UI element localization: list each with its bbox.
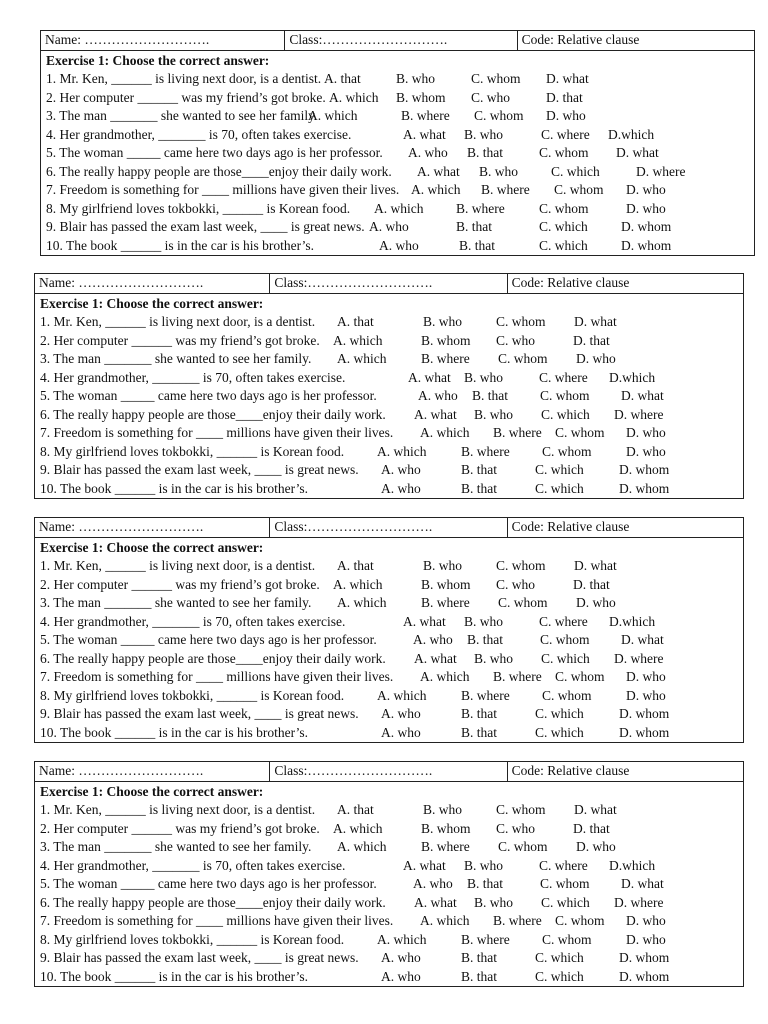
worksheet-copy xyxy=(34,517,744,743)
option-a[interactable]: A. which xyxy=(337,351,387,366)
option-b[interactable]: B. where xyxy=(461,443,510,459)
option-c[interactable]: C. whom xyxy=(540,388,590,403)
name-field: Name: ………………………. xyxy=(35,762,270,781)
option-d[interactable]: D. that xyxy=(573,332,610,348)
option-a[interactable]: A. who xyxy=(381,480,421,496)
question-row xyxy=(40,424,739,443)
option-a[interactable]: A. who xyxy=(381,950,421,965)
option-a[interactable]: A. who xyxy=(381,968,421,984)
worksheet-copy xyxy=(34,273,744,499)
option-a[interactable]: A. who xyxy=(381,462,421,477)
question-row xyxy=(46,126,750,145)
question-text: 2. Her computer ______ was my friend’s got broke. xyxy=(40,576,320,592)
option-c[interactable]: C. whom xyxy=(496,314,546,329)
option-c[interactable]: C. where xyxy=(541,126,590,142)
question-row xyxy=(40,461,739,480)
option-d[interactable]: D. what xyxy=(574,314,617,329)
option-d[interactable]: D. who xyxy=(626,443,666,459)
option-c[interactable]: C. whom xyxy=(498,839,548,854)
question-row xyxy=(40,724,739,743)
option-a[interactable]: A. who xyxy=(381,724,421,740)
option-b[interactable]: B. where xyxy=(461,931,510,947)
question-row xyxy=(40,931,739,950)
question-row xyxy=(40,387,739,406)
option-d[interactable]: D. who xyxy=(546,108,586,123)
option-d[interactable]: D. who xyxy=(626,200,666,216)
question-list xyxy=(40,313,739,498)
option-c[interactable]: C. which xyxy=(551,163,600,179)
option-b[interactable]: B. whom xyxy=(396,89,446,105)
question-text: 2. Her computer ______ was my friend’s got broke. xyxy=(46,89,326,105)
option-c[interactable]: C. whom xyxy=(555,425,605,440)
option-d[interactable]: D. what xyxy=(546,71,589,86)
option-b[interactable]: B. that xyxy=(472,388,508,403)
question-text: 7. Freedom is something for ____ millions have given their lives. xyxy=(46,182,400,197)
option-c[interactable]: C. which xyxy=(535,480,584,496)
option-a[interactable]: A. what xyxy=(408,369,451,385)
question-text: 5. The woman _____ came here two days ago is her professor. xyxy=(40,388,377,403)
question-text: 9. Blair has passed the exam last week, ____ is great news. xyxy=(40,706,359,721)
question-row xyxy=(40,949,739,968)
option-c[interactable]: C. whom xyxy=(539,145,589,160)
option-c[interactable]: C. whom xyxy=(555,913,605,928)
question-row xyxy=(40,968,739,987)
option-d[interactable]: D. who xyxy=(626,687,666,703)
option-a[interactable]: A. who xyxy=(369,219,409,234)
option-a[interactable]: A. who xyxy=(418,388,458,403)
option-c[interactable]: C. who xyxy=(496,820,536,836)
option-b[interactable]: B. where xyxy=(493,425,542,440)
question-text: 9. Blair has passed the exam last week, ____ is great news. xyxy=(40,462,359,477)
option-a[interactable]: A. what xyxy=(414,894,457,910)
option-d[interactable]: D. what xyxy=(621,876,664,891)
option-b[interactable]: B. who xyxy=(474,406,514,422)
option-a[interactable]: A. which xyxy=(308,108,358,123)
option-a[interactable]: A. which xyxy=(333,332,383,348)
option-a[interactable]: A. what xyxy=(414,406,457,422)
question-list xyxy=(40,557,739,742)
question-row xyxy=(46,89,750,108)
option-b[interactable]: B. whom xyxy=(421,576,471,592)
option-c[interactable]: C. whom xyxy=(539,200,589,216)
question-text: 7. Freedom is something for ____ millions have given their lives. xyxy=(40,425,394,440)
option-c[interactable]: C. whom xyxy=(542,687,592,703)
question-text: 8. My girlfriend loves tokbokki, ______ is Korean food. xyxy=(40,931,345,947)
option-a[interactable]: A. which xyxy=(420,913,470,928)
option-d[interactable]: D. where xyxy=(636,163,686,179)
option-c[interactable]: C. whom xyxy=(554,182,604,197)
option-b[interactable]: B. who xyxy=(464,857,504,873)
question-row xyxy=(40,650,739,669)
option-d[interactable]: D. that xyxy=(573,576,610,592)
option-a[interactable]: A. which xyxy=(337,839,387,854)
question-row xyxy=(46,237,750,256)
question-text: 3. The man _______ she wanted to see her family. xyxy=(40,351,312,366)
option-d[interactable]: D. whom xyxy=(619,706,670,721)
option-d[interactable]: D. whom xyxy=(619,724,670,740)
option-a[interactable]: A. what xyxy=(403,613,446,629)
class-field: Class:………………………. xyxy=(270,762,507,781)
option-a[interactable]: A. what xyxy=(414,650,457,666)
option-b[interactable]: B. where xyxy=(493,913,542,928)
question-row xyxy=(46,163,750,182)
option-a[interactable]: A. who xyxy=(379,237,419,253)
option-c[interactable]: C. which xyxy=(535,968,584,984)
question-text: 1. Mr. Ken, ______ is living next door, is a dentist. xyxy=(40,314,316,329)
option-d[interactable]: D.which xyxy=(609,369,656,385)
option-d[interactable]: D. whom xyxy=(619,480,670,496)
option-c[interactable]: C. which xyxy=(541,406,590,422)
question-row xyxy=(40,857,739,876)
option-a[interactable]: A. which xyxy=(411,182,461,197)
name-field: Name: ………………………. xyxy=(35,274,270,293)
option-c[interactable]: C. which xyxy=(541,650,590,666)
option-a[interactable]: A. which xyxy=(377,443,427,459)
option-d[interactable]: D. who xyxy=(626,669,666,684)
option-d[interactable]: D. who xyxy=(626,931,666,947)
option-b[interactable]: B. that xyxy=(461,462,497,477)
question-text: 1. Mr. Ken, ______ is living next door, is a dentist. xyxy=(40,802,316,817)
exercise-title: Exercise 1: Choose the correct answer: xyxy=(46,53,270,68)
question-row xyxy=(40,350,739,369)
option-c[interactable]: C. which xyxy=(535,950,584,965)
option-c[interactable]: C. where xyxy=(539,857,588,873)
header-row xyxy=(35,518,743,538)
option-a[interactable]: A. which xyxy=(420,669,470,684)
option-a[interactable]: A. which xyxy=(337,595,387,610)
option-d[interactable]: D. who xyxy=(576,839,616,854)
question-list xyxy=(46,70,750,255)
question-text: 2. Her computer ______ was my friend’s got broke. xyxy=(40,820,320,836)
option-a[interactable]: A. which xyxy=(377,687,427,703)
question-row xyxy=(46,218,750,237)
question-text: 2. Her computer ______ was my friend’s got broke. xyxy=(40,332,320,348)
option-b[interactable]: B. who xyxy=(474,650,514,666)
option-b[interactable]: B. that xyxy=(459,237,495,253)
option-d[interactable]: D. where xyxy=(614,894,664,910)
option-b[interactable]: B. who xyxy=(464,613,504,629)
option-b[interactable]: B. who xyxy=(423,558,463,573)
option-b[interactable]: B. where xyxy=(493,669,542,684)
option-a[interactable]: A. that xyxy=(337,558,374,573)
question-list xyxy=(40,801,739,986)
option-d[interactable]: D. where xyxy=(614,650,664,666)
option-c[interactable]: C. who xyxy=(496,332,536,348)
option-b[interactable]: B. where xyxy=(481,182,530,197)
header-row xyxy=(35,274,743,294)
question-text: 3. The man _______ she wanted to see her family. xyxy=(40,595,312,610)
option-a[interactable]: A. that xyxy=(324,71,361,86)
option-c[interactable]: C. whom xyxy=(496,802,546,817)
option-c[interactable]: C. whom xyxy=(471,71,521,86)
question-row xyxy=(40,613,739,632)
option-b[interactable]: B. where xyxy=(461,687,510,703)
option-c[interactable]: C. whom xyxy=(540,876,590,891)
option-b[interactable]: B. that xyxy=(467,876,503,891)
exercise-title: Exercise 1: Choose the correct answer: xyxy=(40,540,264,555)
option-a[interactable]: A. that xyxy=(337,802,374,817)
option-d[interactable]: D. whom xyxy=(621,219,672,234)
class-field: Class:………………………. xyxy=(270,518,507,537)
question-text: 7. Freedom is something for ____ millions have given their lives. xyxy=(40,913,394,928)
question-row xyxy=(40,687,739,706)
option-b[interactable]: B. where xyxy=(421,595,470,610)
question-row xyxy=(40,369,739,388)
question-row xyxy=(40,631,739,650)
option-d[interactable]: D. what xyxy=(621,388,664,403)
name-field: Name: ………………………. xyxy=(41,31,285,50)
question-text: 10. The book ______ is in the car is his brother’s. xyxy=(40,724,308,740)
option-a[interactable]: A. which xyxy=(329,89,379,105)
exercise-title: Exercise 1: Choose the correct answer: xyxy=(40,296,264,311)
question-row xyxy=(40,875,739,894)
option-d[interactable]: D. that xyxy=(546,89,583,105)
question-text: 6. The really happy people are those____enjoy their daily work. xyxy=(40,894,386,910)
question-text: 4. Her grandmother, _______ is 70, often takes exercise. xyxy=(40,369,346,385)
option-d[interactable]: D. what xyxy=(621,632,664,647)
option-c[interactable]: C. which xyxy=(539,237,588,253)
option-d[interactable]: D.which xyxy=(609,613,656,629)
question-row xyxy=(40,557,739,576)
option-a[interactable]: A. who xyxy=(408,145,448,160)
option-a[interactable]: A. which xyxy=(374,200,424,216)
option-a[interactable]: A. who xyxy=(413,876,453,891)
class-field: Class:………………………. xyxy=(285,31,517,50)
question-row xyxy=(46,181,750,200)
option-b[interactable]: B. who xyxy=(423,802,463,817)
question-text: 6. The really happy people are those____enjoy their daily work. xyxy=(40,406,386,422)
option-d[interactable]: D. whom xyxy=(619,462,670,477)
worksheet-copy xyxy=(34,761,744,987)
option-c[interactable]: C. whom xyxy=(496,558,546,573)
question-row xyxy=(40,801,739,820)
option-b[interactable]: B. that xyxy=(456,219,492,234)
question-text: 8. My girlfriend loves tokbokki, ______ is Korean food. xyxy=(46,200,351,216)
option-c[interactable]: C. who xyxy=(471,89,511,105)
option-c[interactable]: C. who xyxy=(496,576,536,592)
question-text: 1. Mr. Ken, ______ is living next door, is a dentist. xyxy=(46,71,322,86)
option-b[interactable]: B. who xyxy=(479,163,519,179)
question-row xyxy=(40,838,739,857)
question-row xyxy=(40,820,739,839)
option-b[interactable]: B. who xyxy=(396,71,436,86)
option-d[interactable]: D. who xyxy=(626,425,666,440)
option-b[interactable]: B. that xyxy=(461,968,497,984)
question-row xyxy=(40,594,739,613)
option-b[interactable]: B. who xyxy=(474,894,514,910)
option-a[interactable]: A. who xyxy=(381,706,421,721)
question-row xyxy=(46,70,750,89)
option-d[interactable]: D. who xyxy=(626,182,666,197)
option-c[interactable]: C. whom xyxy=(540,632,590,647)
question-text: 9. Blair has passed the exam last week, ____ is great news. xyxy=(46,219,365,234)
code-field: Code: Relative clause xyxy=(511,275,630,290)
option-d[interactable]: D. whom xyxy=(621,237,672,253)
option-b[interactable]: B. who xyxy=(423,314,463,329)
option-d[interactable]: D. that xyxy=(573,820,610,836)
question-row xyxy=(46,200,750,219)
option-b[interactable]: B. who xyxy=(464,126,504,142)
option-d[interactable]: D.which xyxy=(609,857,656,873)
question-row xyxy=(46,144,750,163)
question-row xyxy=(40,313,739,332)
question-text: 10. The book ______ is in the car is his brother’s. xyxy=(40,968,308,984)
option-d[interactable]: D. whom xyxy=(619,968,670,984)
option-d[interactable]: D. what xyxy=(574,558,617,573)
exercise-body xyxy=(35,294,743,498)
question-text: 8. My girlfriend loves tokbokki, ______ is Korean food. xyxy=(40,443,345,459)
exercise-title: Exercise 1: Choose the correct answer: xyxy=(40,784,264,799)
question-text: 3. The man _______ she wanted to see her family. xyxy=(40,839,312,854)
question-row xyxy=(40,894,739,913)
option-b[interactable]: B. where xyxy=(456,200,505,216)
question-text: 5. The woman _____ came here two days ago is her professor. xyxy=(46,145,383,160)
option-d[interactable]: D. what xyxy=(574,802,617,817)
question-row xyxy=(40,332,739,351)
code-field: Code: Relative clause xyxy=(511,519,630,534)
option-a[interactable]: A. which xyxy=(333,576,383,592)
option-a[interactable]: A. who xyxy=(413,632,453,647)
question-row xyxy=(46,107,750,126)
question-row xyxy=(40,406,739,425)
worksheet-copy xyxy=(40,30,755,256)
option-d[interactable]: D. where xyxy=(614,406,664,422)
question-text: 5. The woman _____ came here two days ago is her professor. xyxy=(40,876,377,891)
question-row xyxy=(40,668,739,687)
header-row xyxy=(35,762,743,782)
option-b[interactable]: B. that xyxy=(461,480,497,496)
option-c[interactable]: C. whom xyxy=(555,669,605,684)
option-b[interactable]: B. that xyxy=(461,950,497,965)
name-field: Name: ………………………. xyxy=(35,518,270,537)
option-a[interactable]: A. which xyxy=(333,820,383,836)
code-field: Code: Relative clause xyxy=(511,763,630,778)
option-b[interactable]: B. where xyxy=(421,351,470,366)
question-text: 7. Freedom is something for ____ millions have given their lives. xyxy=(40,669,394,684)
header-row xyxy=(41,31,754,51)
question-row xyxy=(40,576,739,595)
question-text: 10. The book ______ is in the car is his brother’s. xyxy=(40,480,308,496)
question-text: 4. Her grandmother, _______ is 70, often takes exercise. xyxy=(40,613,346,629)
option-a[interactable]: A. what xyxy=(403,126,446,142)
option-d[interactable]: D. who xyxy=(576,595,616,610)
question-text: 4. Her grandmother, _______ is 70, often takes exercise. xyxy=(40,857,346,873)
option-b[interactable]: B. that xyxy=(467,145,503,160)
code-field: Code: Relative clause xyxy=(521,32,640,47)
option-a[interactable]: A. which xyxy=(377,931,427,947)
option-d[interactable]: D. who xyxy=(576,351,616,366)
option-b[interactable]: B. where xyxy=(401,108,450,123)
question-text: 1. Mr. Ken, ______ is living next door, is a dentist. xyxy=(40,558,316,573)
question-text: 9. Blair has passed the exam last week, ____ is great news. xyxy=(40,950,359,965)
option-b[interactable]: B. whom xyxy=(421,820,471,836)
question-text: 3. The man _______ she wanted to see her family. xyxy=(46,108,318,123)
option-c[interactable]: C. whom xyxy=(498,351,548,366)
question-text: 10. The book ______ is in the car is his brother’s. xyxy=(46,237,314,253)
question-text: 6. The really happy people are those____enjoy their daily work. xyxy=(40,650,386,666)
option-d[interactable]: D. what xyxy=(616,145,659,160)
class-field: Class:………………………. xyxy=(270,274,507,293)
question-row xyxy=(40,443,739,462)
option-d[interactable]: D. whom xyxy=(619,950,670,965)
option-c[interactable]: C. where xyxy=(539,369,588,385)
option-a[interactable]: A. what xyxy=(417,163,460,179)
option-c[interactable]: C. which xyxy=(539,219,588,234)
option-d[interactable]: D. who xyxy=(626,913,666,928)
question-row xyxy=(40,912,739,931)
option-c[interactable]: C. whom xyxy=(474,108,524,123)
option-c[interactable]: C. whom xyxy=(542,931,592,947)
exercise-body xyxy=(35,538,743,742)
question-text: 6. The really happy people are those____enjoy their daily work. xyxy=(46,163,392,179)
option-c[interactable]: C. which xyxy=(535,706,584,721)
question-text: 8. My girlfriend loves tokbokki, ______ is Korean food. xyxy=(40,687,345,703)
option-b[interactable]: B. where xyxy=(421,839,470,854)
exercise-body xyxy=(35,782,743,986)
question-text: 4. Her grandmother, _______ is 70, often takes exercise. xyxy=(46,126,352,142)
option-c[interactable]: C. which xyxy=(541,894,590,910)
option-a[interactable]: A. what xyxy=(403,857,446,873)
option-c[interactable]: C. whom xyxy=(542,443,592,459)
option-c[interactable]: C. whom xyxy=(498,595,548,610)
option-c[interactable]: C. which xyxy=(535,724,584,740)
option-c[interactable]: C. where xyxy=(539,613,588,629)
option-a[interactable]: A. that xyxy=(337,314,374,329)
option-b[interactable]: B. whom xyxy=(421,332,471,348)
question-row xyxy=(40,480,739,499)
option-c[interactable]: C. which xyxy=(535,462,584,477)
option-b[interactable]: B. who xyxy=(464,369,504,385)
option-d[interactable]: D.which xyxy=(608,126,655,142)
option-a[interactable]: A. which xyxy=(420,425,470,440)
option-b[interactable]: B. that xyxy=(461,724,497,740)
question-text: 5. The woman _____ came here two days ago is her professor. xyxy=(40,632,377,647)
option-b[interactable]: B. that xyxy=(467,632,503,647)
option-b[interactable]: B. that xyxy=(461,706,497,721)
exercise-body xyxy=(41,51,754,255)
question-row xyxy=(40,705,739,724)
